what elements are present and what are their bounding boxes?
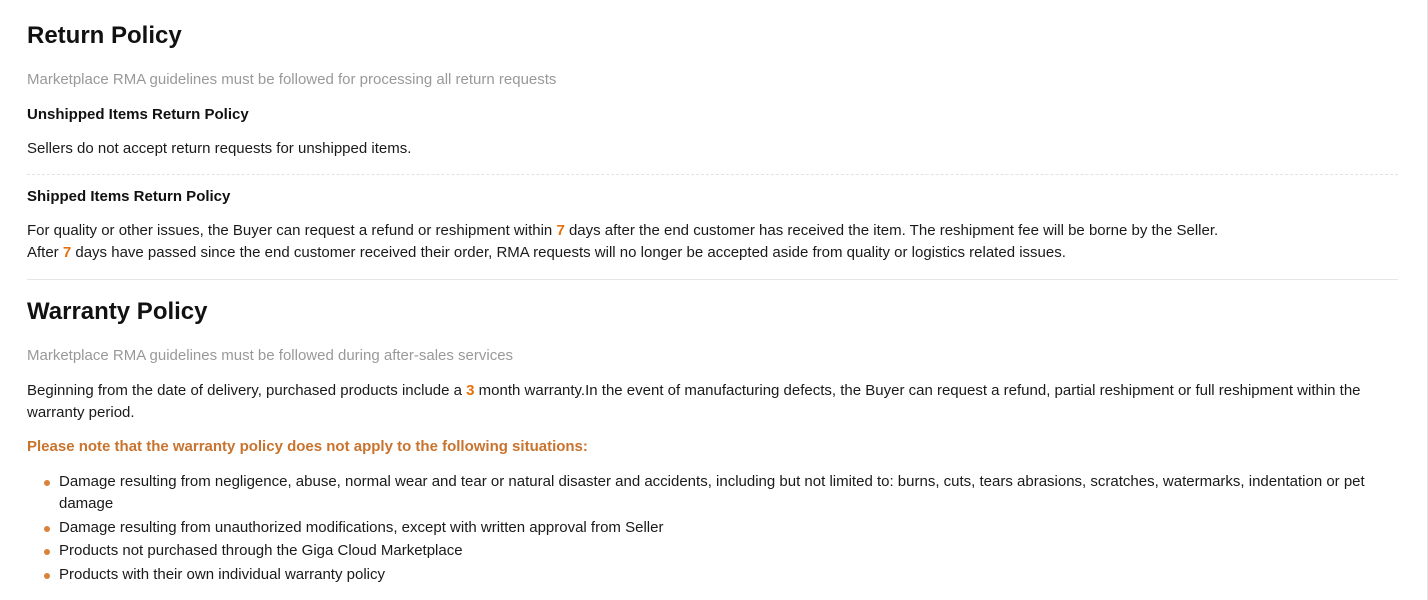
list-item: Products not purchased through the Giga Cloud Marketplace	[27, 540, 1397, 562]
dashed-divider	[27, 174, 1398, 175]
warranty-months: 3	[466, 382, 475, 399]
shipped-line2-after: days have passed since the end customer received their order, RMA requests will no longer be accepted aside from quality or logistics related issues.	[71, 244, 1066, 261]
shipped-heading: Shipped Items Return Policy	[27, 188, 231, 205]
shipped-text	[27, 220, 1400, 264]
warranty-text	[27, 380, 1387, 424]
bullet-icon	[44, 549, 50, 555]
warranty-policy-subtitle: Marketplace RMA guidelines must be followed during after-sales services	[27, 347, 514, 364]
shipped-line2-days: 7	[62, 244, 72, 261]
unshipped-heading: Unshipped Items Return Policy	[27, 106, 249, 123]
warranty-policy-title: Warranty Policy	[27, 298, 208, 325]
section-divider	[27, 279, 1398, 280]
bullet-icon	[44, 573, 50, 579]
shipped-line1-after: days after the end customer has received the item. The reshipment fee will be borne by the Seller.	[564, 222, 1219, 239]
bullet-icon	[44, 526, 50, 532]
bullet-icon	[44, 480, 50, 486]
list-item: Damage resulting from unauthorized modifications, except with written approval from Seller	[27, 517, 1397, 539]
return-policy-subtitle: Marketplace RMA guidelines must be followed for processing all return requests	[27, 71, 557, 88]
warranty-text-after: month warranty.In the event of manufacturing defects, the Buyer can request a refund, partial reshipment or full reshipment within the warranty period.	[27, 382, 1361, 421]
return-policy-title: Return Policy	[27, 22, 182, 49]
shipped-line1-before: For quality or other issues, the Buyer can request a refund or reshipment within	[27, 222, 557, 239]
warranty-note: Please note that the warranty policy does not apply to the following situations:	[27, 438, 588, 455]
shipped-line2-before: After	[27, 244, 63, 261]
unshipped-text: Sellers do not accept return requests for unshipped items.	[27, 140, 412, 157]
warranty-exclusions-list	[27, 471, 1397, 587]
warranty-text-before: Beginning from the date of delivery, purchased products include a	[27, 382, 467, 399]
shipped-line1-days: 7	[556, 222, 565, 239]
list-item: Products with their own individual warranty policy	[27, 564, 1397, 586]
list-item: Damage resulting from negligence, abuse, normal wear and tear or natural disaster and accidents, including but not limited to: burns, cuts, tears abrasions, scratches, watermarks, indentation or pet damage	[27, 471, 1397, 515]
